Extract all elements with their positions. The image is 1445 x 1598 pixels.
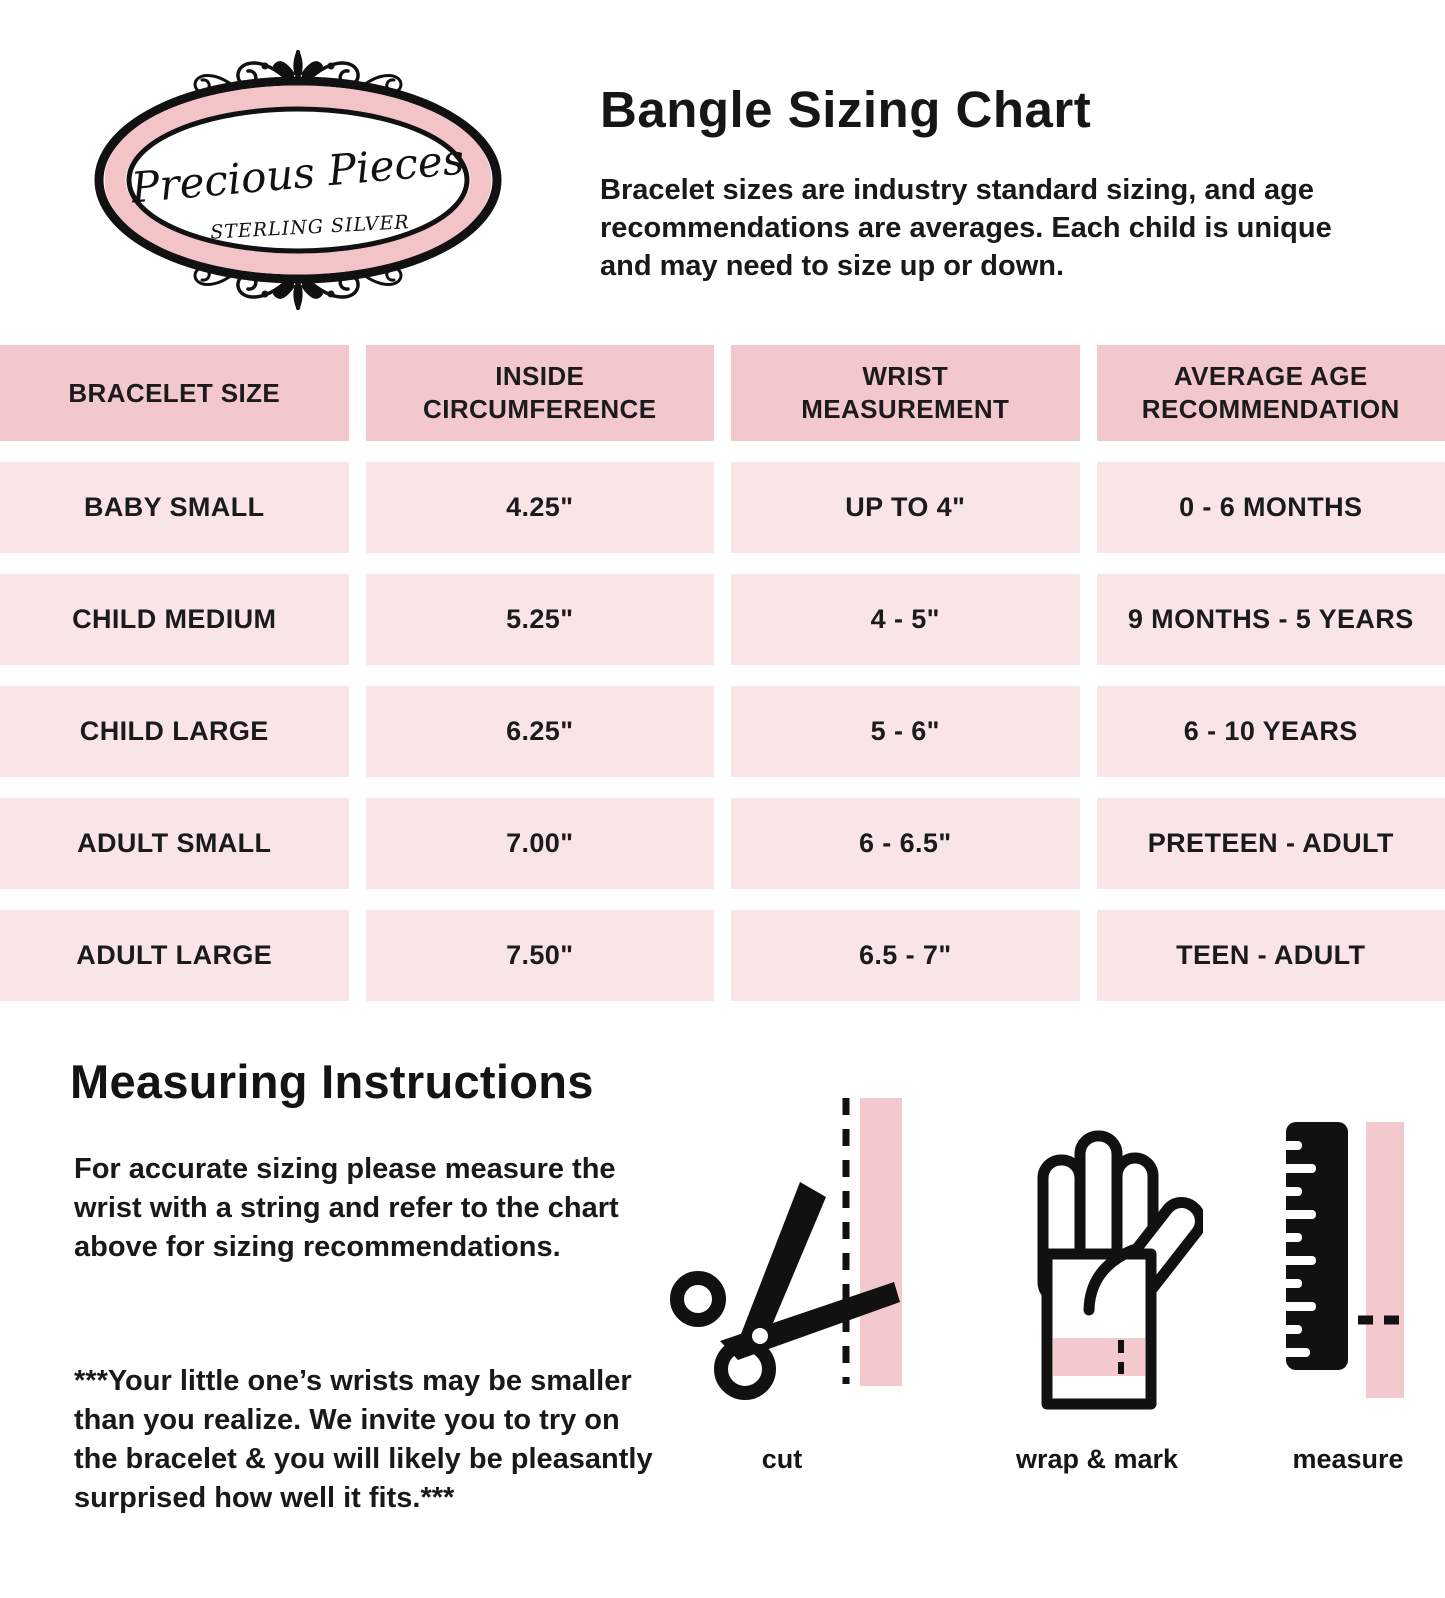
table-cell-wrist: 6.5 - 7" xyxy=(731,910,1080,1001)
table-cell-wrist: UP TO 4" xyxy=(731,462,1080,553)
ruler-icon xyxy=(1278,1108,1418,1418)
table-cell-circumference: 7.50" xyxy=(366,910,715,1001)
step-label-cut: cut xyxy=(761,1444,803,1474)
instructions-paragraph-2: ***Your little one’s wrists may be smaller than you realize. We invite you to try on the bracelet & you will likely be pleasantly surprised how well it fits.*** xyxy=(74,1365,653,1514)
table-cell-age: 6 - 10 YEARS xyxy=(1097,686,1445,777)
table-cell-size: ADULT SMALL xyxy=(0,798,349,889)
measuring-instructions-section xyxy=(0,1040,1445,1598)
header-block xyxy=(600,80,1400,285)
measuring-instructions-heading: Measuring Instructions xyxy=(70,1055,594,1108)
table-cell-size: ADULT LARGE xyxy=(0,910,349,1001)
table-cell-circumference: 7.00" xyxy=(366,798,715,889)
page-title: Bangle Sizing Chart xyxy=(600,81,1092,138)
logo-tagline-text: STERLING SILVER xyxy=(209,211,411,244)
table-cell-size: BABY SMALL xyxy=(0,462,349,553)
table-cell-age: 0 - 6 MONTHS xyxy=(1097,462,1445,553)
step-measure xyxy=(1278,1082,1418,1475)
measuring-steps xyxy=(648,1082,1418,1475)
step-wrap-and-mark xyxy=(991,1082,1203,1475)
table-cell-wrist: 5 - 6" xyxy=(731,686,1080,777)
table-cell-age: TEEN - ADULT xyxy=(1097,910,1445,1001)
step-label-wrap-mark: wrap & mark xyxy=(1015,1444,1179,1474)
step-label-measure: measure xyxy=(1292,1444,1404,1474)
table-cell-wrist: 6 - 6.5" xyxy=(731,798,1080,889)
hand-icon xyxy=(991,1102,1203,1418)
logo-ornate-frame xyxy=(88,38,508,318)
col-header-inside-circumference: INSIDE CIRCUMFERENCE xyxy=(366,345,715,441)
table-cell-age: 9 MONTHS - 5 YEARS xyxy=(1097,574,1445,665)
scissors-icon xyxy=(648,1088,916,1418)
page-description: Bracelet sizes are industry standard sizing, and age recommendations are averages. Each child is unique and may need to size up or down. xyxy=(600,174,1332,282)
col-header-average-age: AVERAGE AGE RECOMMENDATION xyxy=(1097,345,1445,441)
table-cell-age: PRETEEN - ADULT xyxy=(1097,798,1445,889)
table-cell-size: CHILD LARGE xyxy=(0,686,349,777)
col-header-bracelet-size: BRACELET SIZE xyxy=(0,345,349,441)
table-cell-wrist: 4 - 5" xyxy=(731,574,1080,665)
table-cell-circumference: 5.25" xyxy=(366,574,715,665)
table-cell-size: CHILD MEDIUM xyxy=(0,574,349,665)
col-header-wrist-measurement: WRIST MEASUREMENT xyxy=(731,345,1080,441)
logo-brand-text: Precious Pieces xyxy=(129,134,467,213)
table-cell-circumference: 6.25" xyxy=(366,686,715,777)
bangle-sizing-table xyxy=(0,345,1445,1001)
brand-logo xyxy=(88,38,508,318)
table-cell-circumference: 4.25" xyxy=(366,462,715,553)
step-cut xyxy=(648,1082,916,1475)
instructions-paragraph-1: For accurate sizing please measure the wrist with a string and refer to the chart above for sizing recommendations. xyxy=(74,1153,619,1263)
